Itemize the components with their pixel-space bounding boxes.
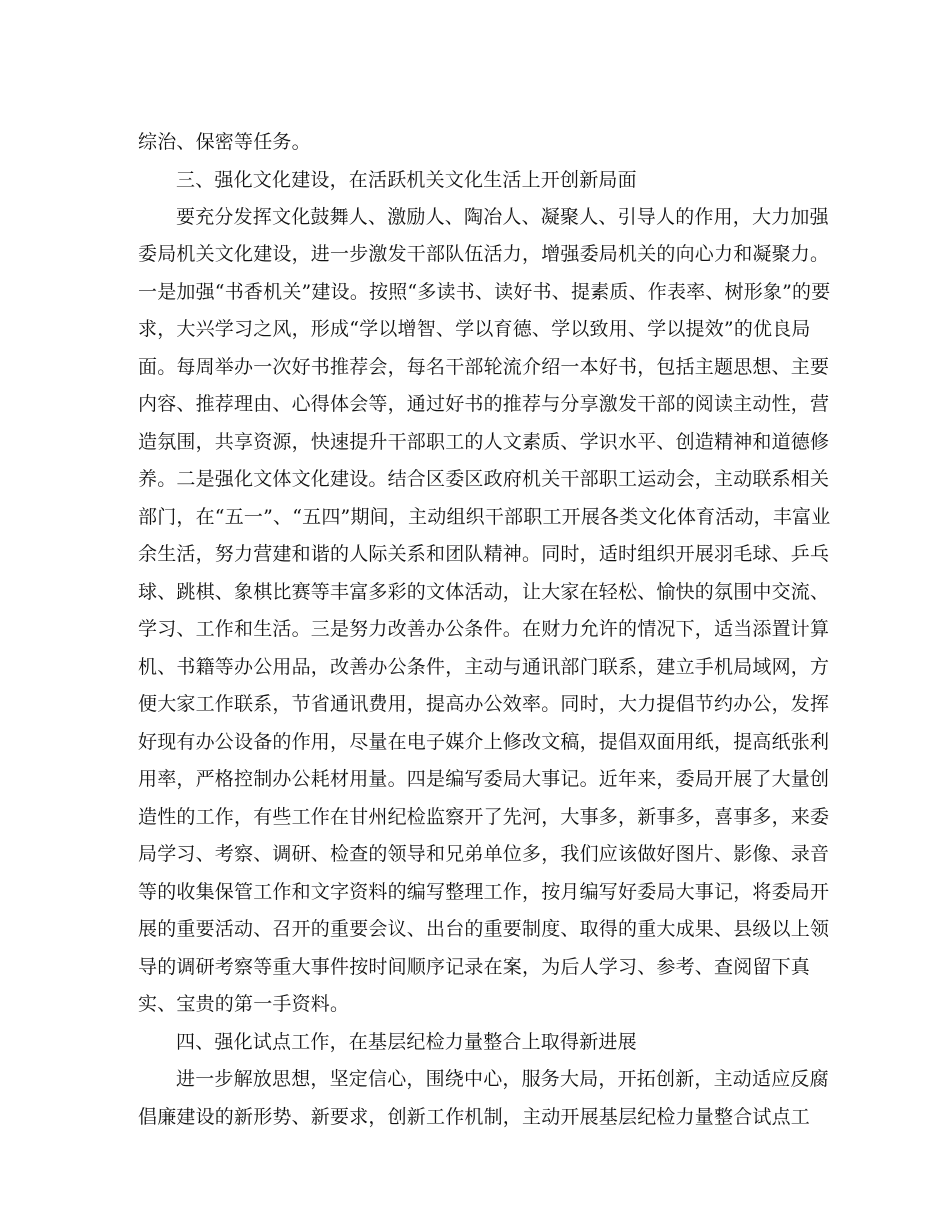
body-text-line: 局学习、考察、调研、检查的领导和兄弟单位多，我们应该做好图片、影像、录音 [138, 843, 830, 865]
body-text-line: 机、书籍等办公用品，改善办公条件，主动与通讯部门联系，建立手机局域网，方 [138, 656, 830, 678]
body-text-line: 一是加强“书香机关”建设。按照“多读书、读好书、提素质、作表率、树形象”的要 [138, 281, 831, 303]
section-heading-3: 三、强化文化建设，在活跃机关文化生活上开创新局面 [176, 169, 637, 191]
body-text-line: 综治、保密等任务。 [138, 131, 311, 153]
body-text-line: 好现有办公设备的作用，尽量在电子媒介上修改文稿，提倡双面用纸，提高纸张利 [138, 731, 830, 753]
body-text-line: 展的重要活动、召开的重要会议、出台的重要制度、取得的重大成果、县级以上领 [138, 918, 830, 940]
body-text-line: 面。每周举办一次好书推荐会，每名干部轮流介绍一本好书，包括主题思想、主要 [138, 356, 830, 378]
body-text-line: 内容、推荐理由、心得体会等，通过好书的推荐与分享激发干部的阅读主动性，营 [138, 393, 830, 415]
body-text-line: 余生活，努力营建和谐的人际关系和团队精神。同时，适时组织开展羽毛球、乒乓 [138, 543, 830, 565]
body-text-line: 导的调研考察等重大事件按时间顺序记录在案，为后人学习、参考、查阅留下真 [138, 956, 811, 978]
body-text-line: 用率，严格控制办公耗材用量。四是编写委局大事记。近年来，委局开展了大量创 [138, 768, 830, 790]
body-text-line: 造氛围，共享资源，快速提升干部职工的人文素质、学识水平、创造精神和道德修 [138, 431, 830, 453]
paragraph-first-line: 要充分发挥文化鼓舞人、激励人、陶冶人、凝聚人、引导人的作用，大力加强 [176, 206, 829, 228]
body-text-line: 学习、工作和生活。三是努力改善办公条件。在财力允许的情况下，适当添置计算 [138, 618, 830, 640]
body-text-line: 求，大兴学习之风，形成“学以增智、学以育德、学以致用、学以提效”的优良局 [138, 318, 811, 340]
body-text-line: 部门，在“五一”、“五四”期间，主动组织干部职工开展各类文化体育活动，丰富业 [138, 506, 831, 528]
body-text-line: 倡廉建设的新形势、新要求，创新工作机制，主动开展基层纪检力量整合试点工 [138, 1106, 811, 1128]
body-text-line: 实、宝贵的第一手资料。 [138, 993, 350, 1015]
body-text-line: 等的收集保管工作和文字资料的编写整理工作，按月编写好委局大事记，将委局开 [138, 881, 830, 903]
paragraph-first-line: 进一步解放思想，坚定信心，围绕中心，服务大局，开拓创新，主动适应反腐 [176, 1068, 829, 1090]
section-heading-4: 四、强化试点工作，在基层纪检力量整合上取得新进展 [176, 1031, 637, 1053]
body-text-line: 委局机关文化建设，进一步激发干部队伍活力，增强委局机关的向心力和凝聚力。 [138, 243, 830, 265]
body-text-line: 养。二是强化文体文化建设。结合区委区政府机关干部职工运动会，主动联系相关 [138, 468, 830, 490]
body-text-line: 便大家工作联系，节省通讯费用，提高办公效率。同时，大力提倡节约办公，发挥 [138, 693, 830, 715]
body-text-line: 造性的工作，有些工作在甘州纪检监察开了先河，大事多，新事多，喜事多，来委 [138, 806, 830, 828]
body-text-line: 球、跳棋、象棋比赛等丰富多彩的文体活动，让大家在轻松、愉快的氛围中交流、 [138, 581, 830, 603]
